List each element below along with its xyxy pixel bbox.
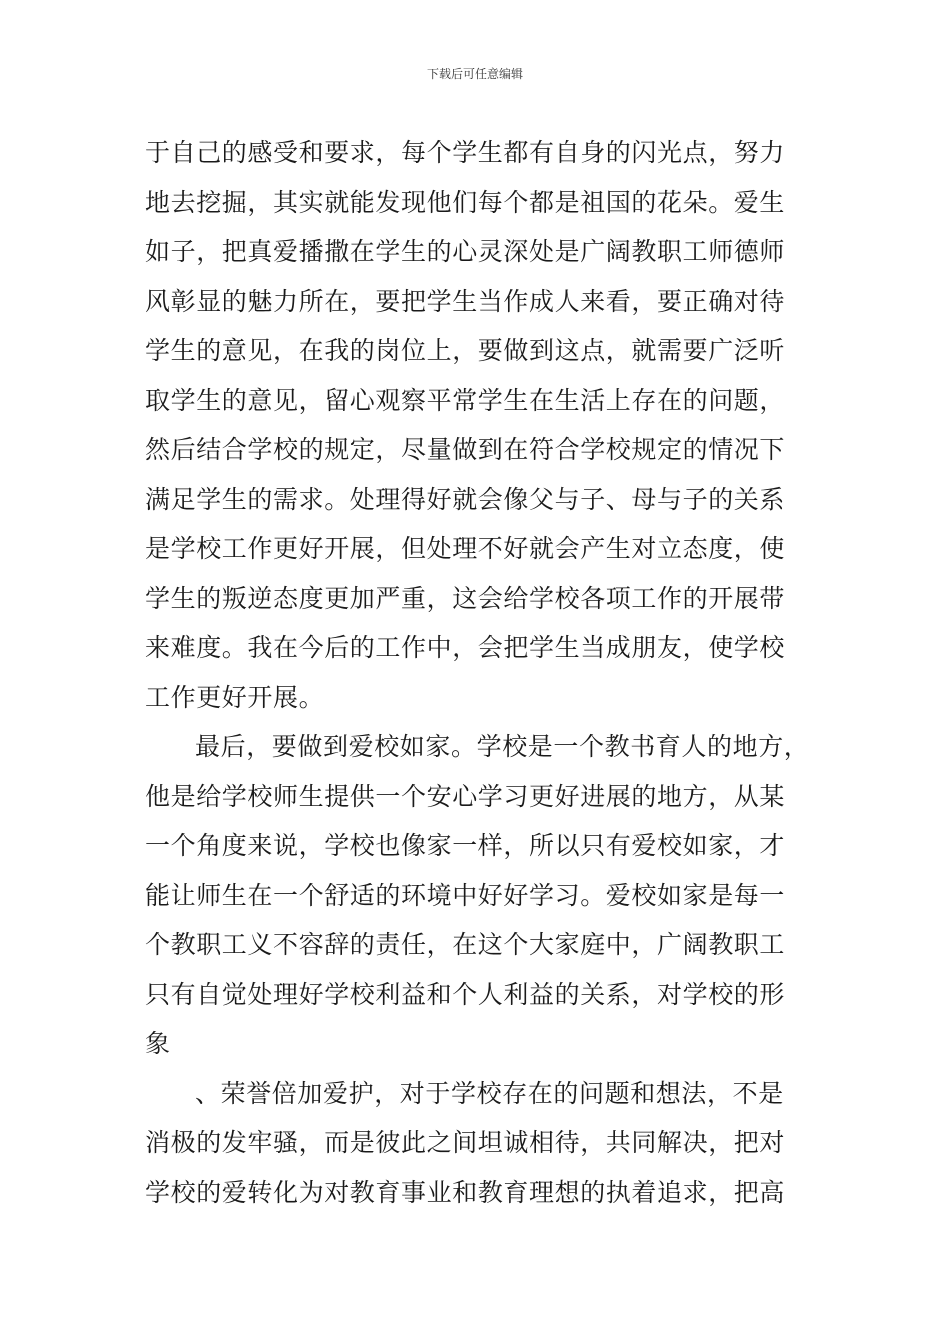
document-body <box>145 128 815 1217</box>
text-line: 消极的发牢骚，而是彼此之间坦诚相待，共同解决，把对 <box>145 1128 786 1157</box>
text-line: 然后结合学校的规定，尽量做到在符合学校规定的情况下 <box>145 435 786 464</box>
text-line: 来难度。我在今后的工作中，会把学生当成朋友，使学校 <box>145 633 786 662</box>
text-line: 一个角度来说，学校也像家一样，所以只有爱校如家，才 <box>145 831 786 860</box>
text-line: 地去挖掘，其实就能发现他们每个都是祖国的花朵。爱生 <box>145 187 786 217</box>
text-line: 能让师生在一个舒适的环境中好好学习。爱校如家是每一 <box>145 880 786 910</box>
text-line: 象 <box>145 1029 171 1058</box>
text-line: 风彰显的魅力所在，要把学生当作成人来看，要正确对待 <box>145 286 786 316</box>
paragraph <box>145 128 815 722</box>
text-line: 是学校工作更好开展，但处理不好就会产生对立态度，使 <box>145 534 786 563</box>
text-line: 如子，把真爱播撒在学生的心灵深处是广阔教职工师德师 <box>145 237 786 266</box>
text-line: 工作更好开展。 <box>145 682 325 712</box>
text-line: 只有自觉处理好学校利益和个人利益的关系，对学校的形 <box>145 979 786 1009</box>
page-header: 下载后可任意编辑 <box>426 67 523 81</box>
paragraph <box>145 1069 815 1218</box>
text-line: 学校的爱转化为对教育事业和教育理想的执着追求，把高 <box>145 1177 786 1207</box>
text-line: 最后，要做到爱校如家。学校是一个教书育人的地方， <box>195 732 810 761</box>
text-line: 取学生的意见，留心观察平常学生在生活上存在的问题， <box>145 385 786 415</box>
text-line: 他是给学校师生提供一个安心学习更好进展的地方，从某 <box>145 781 786 811</box>
text-line: 学生的意见，在我的岗位上，要做到这点，就需要广泛听 <box>145 336 786 365</box>
paragraph <box>145 722 815 1069</box>
text-line: 于自己的感受和要求，每个学生都有自身的闪光点，努力 <box>145 138 786 167</box>
text-line: 、荣誉倍加爱护，对于学校存在的问题和想法，不是 <box>195 1078 784 1108</box>
text-line: 学生的叛逆态度更加严重，这会给学校各项工作的开展带 <box>145 583 786 613</box>
text-line: 个教职工义不容辞的责任，在这个大家庭中，广阔教职工 <box>145 930 786 959</box>
text-line: 满足学生的需求。处理得好就会像父与子、母与子的关系 <box>145 484 786 514</box>
